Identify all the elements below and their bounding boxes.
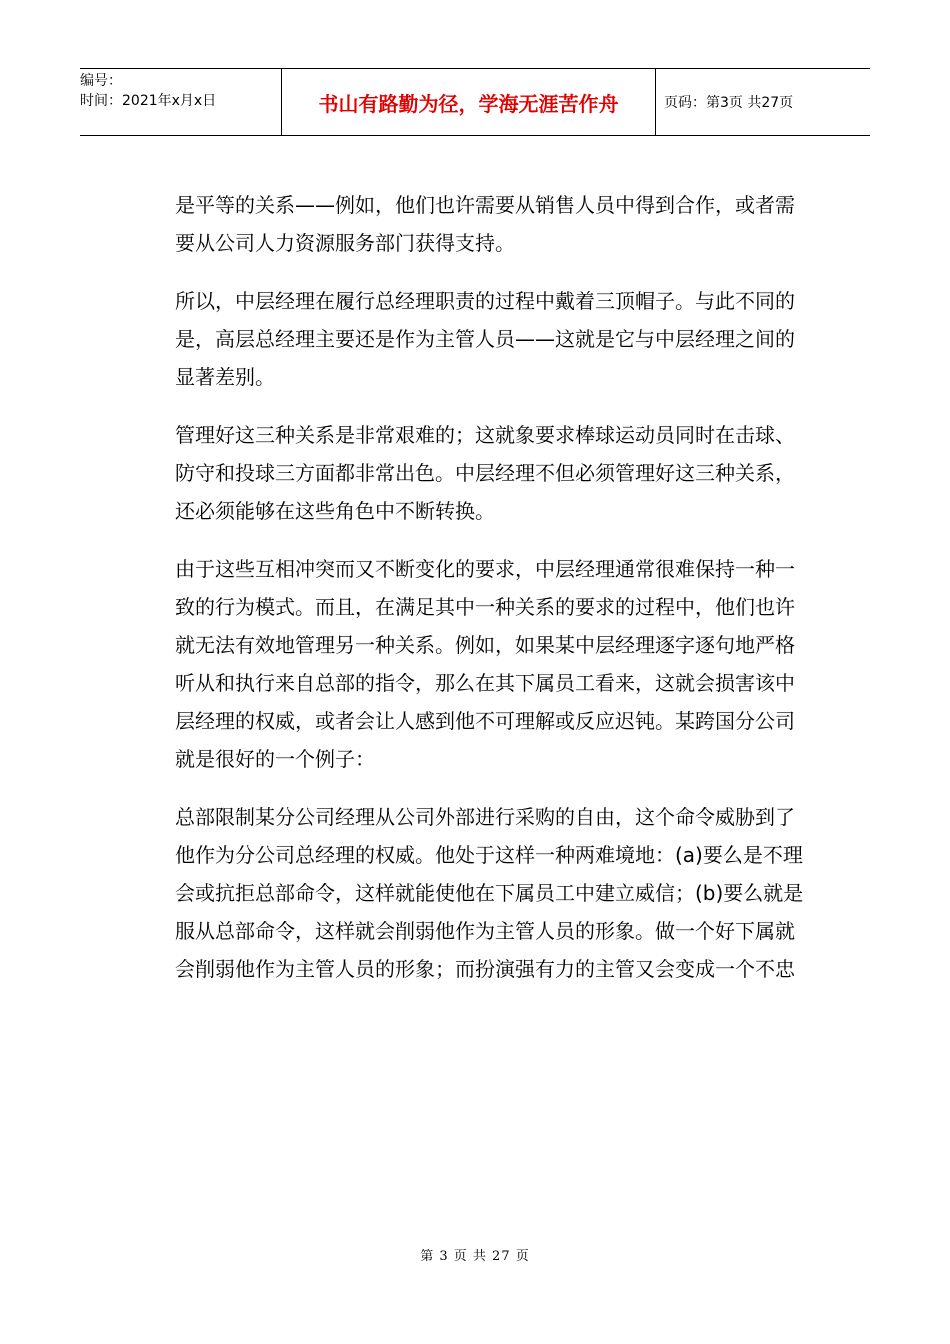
page-info-text: 页码：第3页 共27页 xyxy=(664,95,794,111)
text-line: 会削弱他作为主管人员的形象；而扮演强有力的主管又会变成一个不忠 xyxy=(175,957,795,981)
text-line: 就是很好的一个例子： xyxy=(175,747,375,771)
text-line: 致的行为模式。而且，在满足其中一种关系的要求的过程中，他们也许 xyxy=(175,595,795,619)
text-line: 是，高层总经理主要还是作为主管人员——这就是它与中层经理之间的 xyxy=(175,327,795,351)
paragraph xyxy=(175,416,875,530)
text-line: 所以，中层经理在履行总经理职责的过程中戴着三顶帽子。与此不同的 xyxy=(175,289,795,313)
text-line: 防守和投球三方面都非常出色。中层经理不但必须管理好这三种关系， xyxy=(175,461,795,485)
document-number-label: 编号： xyxy=(80,73,122,89)
text-line: 听从和执行来自总部的指令，那么在其下属员工看来，这就会损害该中 xyxy=(175,671,795,695)
text-line: 要从公司人力资源服务部门获得支持。 xyxy=(175,231,515,255)
text-line: 还必须能够在这些角色中不断转换。 xyxy=(175,499,495,523)
paragraph xyxy=(175,550,875,778)
text-line: 是平等的关系——例如，他们也许需要从销售人员中得到合作，或者需 xyxy=(175,193,795,217)
motto-text: 书山有路勤为径，学海无涯苦作舟 xyxy=(318,91,619,116)
document-time-label: 时间：2021年x月x日 xyxy=(80,93,217,109)
text-line: 层经理的权威，或者会让人感到他不可理解或反应迟钝。某跨国分公司 xyxy=(175,709,795,733)
text-line: 他作为分公司总经理的权威。他处于这样一种两难境地：(a)要么是不理 xyxy=(175,843,803,867)
header-meta xyxy=(80,69,282,135)
page-footer xyxy=(0,1245,950,1264)
page-header xyxy=(80,68,870,136)
footer-page-number: 第 3 页 共 27 页 xyxy=(420,1249,530,1264)
paragraph xyxy=(175,282,875,396)
text-line: 就无法有效地管理另一种关系。例如，如果某中层经理逐字逐句地严格 xyxy=(175,633,795,657)
text-line: 会或抗拒总部命令，这样就能使他在下属员工中建立威信；(b)要么就是 xyxy=(175,881,804,905)
header-motto xyxy=(282,69,656,135)
text-line: 显著差别。 xyxy=(175,365,275,389)
paragraph xyxy=(175,798,875,988)
text-line: 总部限制某分公司经理从公司外部进行采购的自由，这个命令威胁到了 xyxy=(175,805,795,829)
text-line: 管理好这三种关系是非常艰难的；这就象要求棒球运动员同时在击球、 xyxy=(175,423,795,447)
text-line: 由于这些互相冲突而又不断变化的要求，中层经理通常很难保持一种一 xyxy=(175,557,795,581)
document-body xyxy=(175,186,875,1008)
paragraph xyxy=(175,186,875,262)
text-line: 服从总部命令，这样就会削弱他作为主管人员的形象。做一个好下属就 xyxy=(175,919,795,943)
header-page-info xyxy=(656,69,870,135)
